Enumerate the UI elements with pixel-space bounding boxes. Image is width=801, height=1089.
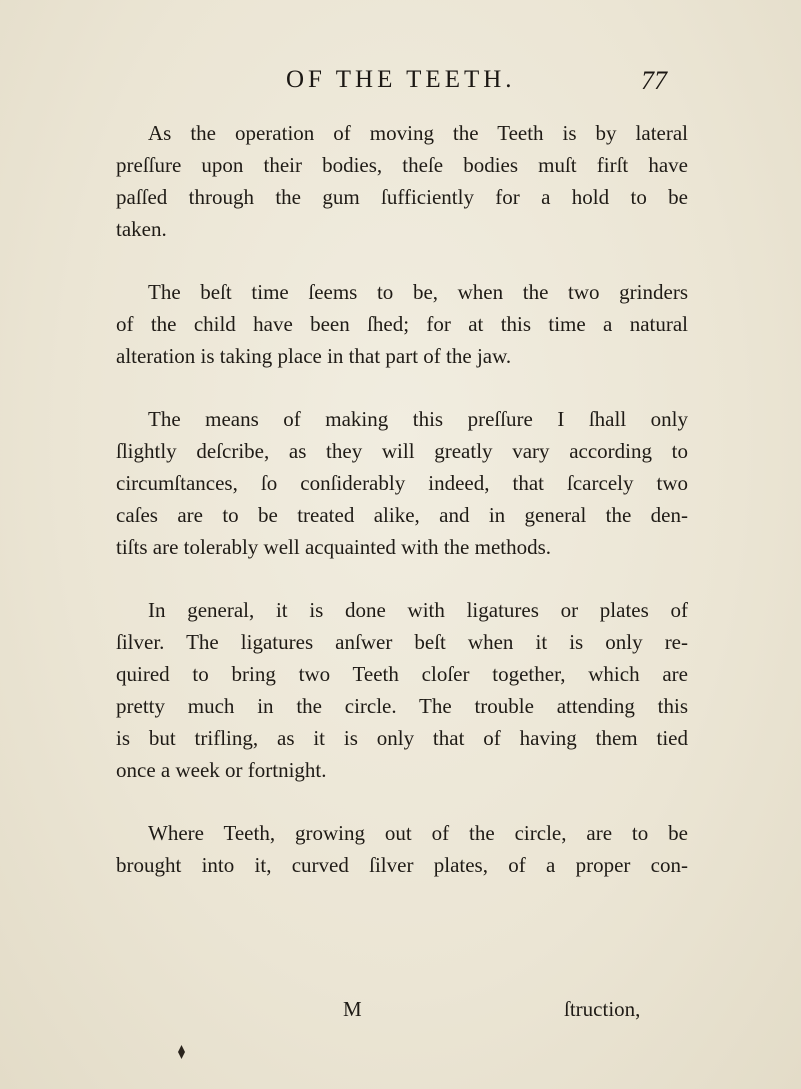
text-line: circumſtances, ſo conſiderably indeed, that ſcarcely two [116, 471, 688, 495]
text-line: ſlightly deſcribe, as they will greatly vary according to [116, 439, 688, 463]
text-line: once a week or fortnight. [116, 758, 327, 782]
running-head: OF THE TEETH. [286, 66, 516, 93]
text-line: Where Teeth, growing out of the circle, are to be [148, 821, 688, 845]
text-line: The means of making this preſſure I ſhall only [148, 407, 688, 431]
text-line: quired to bring two Teeth cloſer together, which are [116, 662, 688, 686]
page-header [0, 66, 801, 106]
paragraph-1 [116, 117, 688, 245]
text-line: paſſed through the gum ſufficiently for a hold to be [116, 185, 688, 209]
text-line: The beſt time ſeems to be, when the two grinders [148, 280, 688, 304]
signature-mark: M [343, 997, 362, 1021]
paragraph-3 [116, 403, 688, 563]
text-line: caſes are to be treated alike, and in general the den- [116, 503, 688, 527]
printers-mark-icon [177, 1045, 186, 1059]
text-line: is but trifling, as it is only that of having them tied [116, 726, 688, 750]
text-line: preſſure upon their bodies, theſe bodies muſt firſt have [116, 153, 688, 177]
text-line: In general, it is done with ligatures or plates of [148, 598, 688, 622]
catchword: ſtruction, [564, 997, 641, 1021]
paragraph-4 [116, 594, 688, 786]
text-line: of the child have been ſhed; for at this time a natural [116, 312, 688, 336]
text-line: ſilver. The ligatures anſwer beſt when it is only re- [116, 630, 688, 654]
paragraph-2 [116, 276, 688, 372]
paragraph-5 [116, 817, 688, 881]
text-line: taken. [116, 217, 167, 241]
body-text [116, 117, 688, 912]
text-line: alteration is taking place in that part of the jaw. [116, 344, 512, 368]
text-line: tiſts are tolerably well acquainted with the methods. [116, 535, 552, 559]
text-line: As the operation of moving the Teeth is by lateral [148, 121, 688, 145]
text-line: brought into it, curved ſilver plates, of a proper con- [116, 853, 688, 877]
page-number: 77 [641, 66, 667, 95]
text-line: pretty much in the circle. The trouble attending this [116, 694, 688, 718]
